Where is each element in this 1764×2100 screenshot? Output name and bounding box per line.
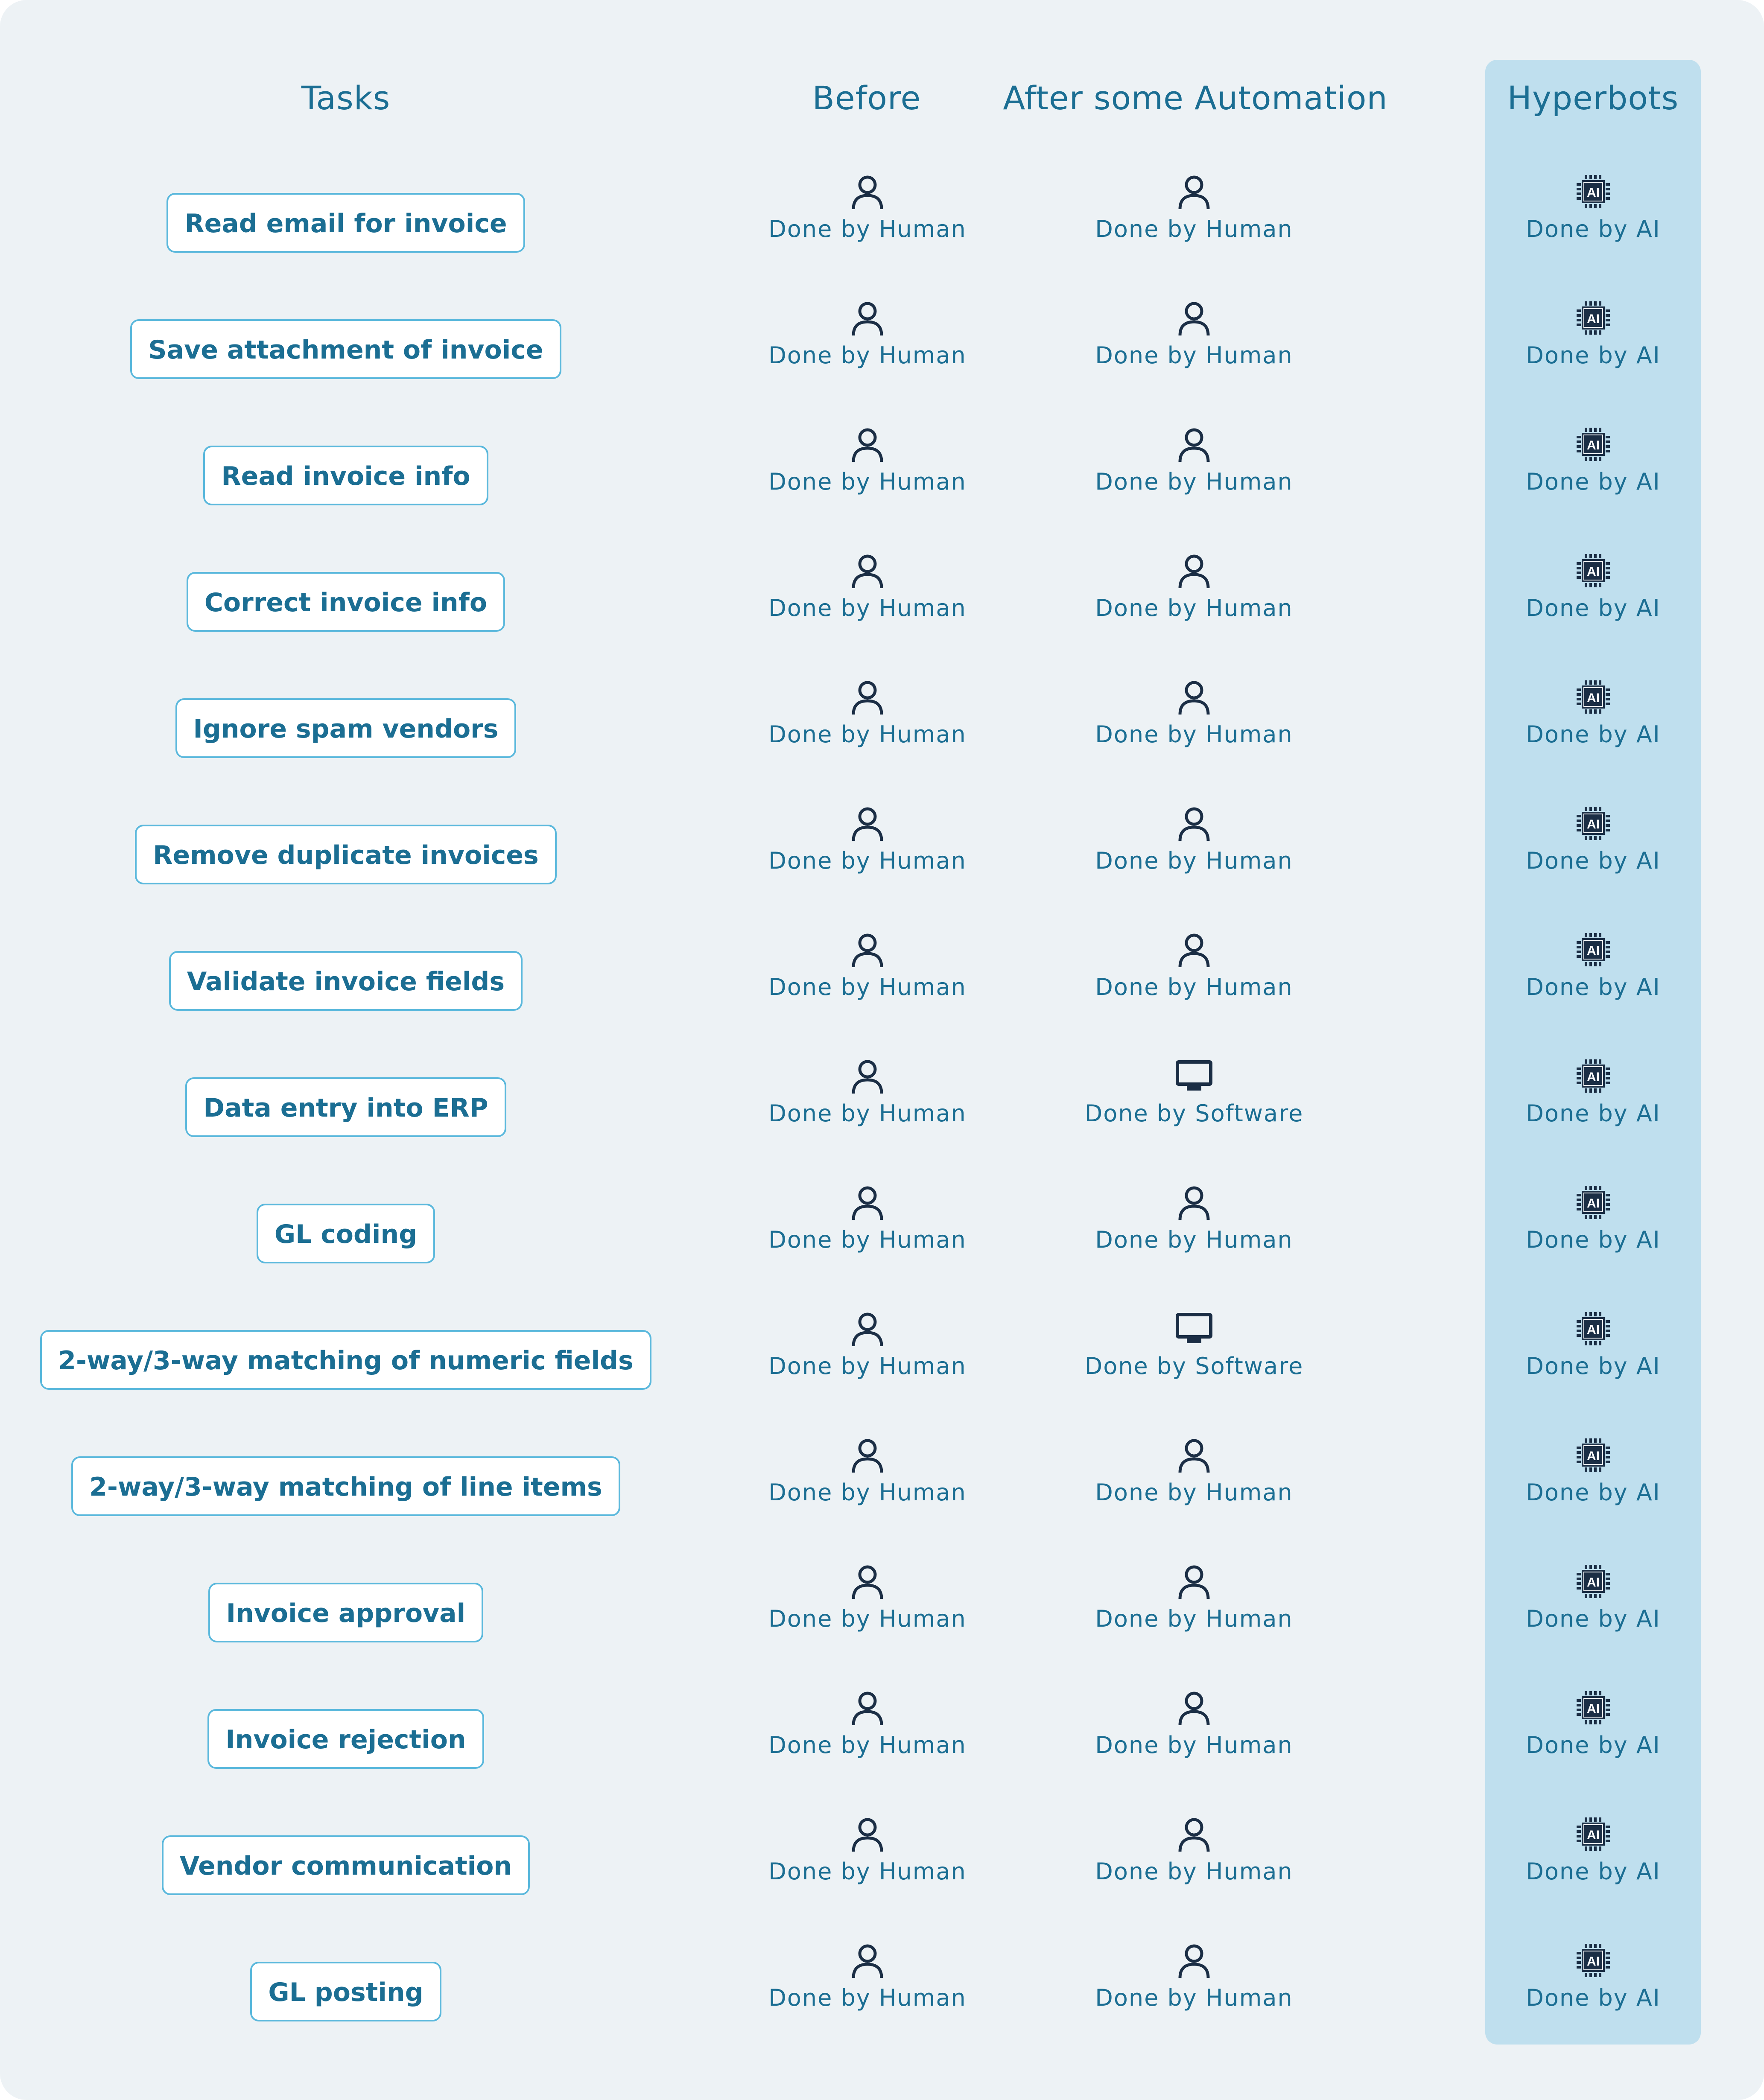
- person-icon: [848, 1689, 887, 1727]
- hyperbots-status-label: Done by AI: [1526, 1984, 1661, 2011]
- after-status-label: Done by Human: [1095, 1858, 1293, 1885]
- after-status-cell: [1002, 1676, 1386, 1802]
- after-status-cell: [1002, 539, 1386, 665]
- task-pill: Read invoice info: [203, 446, 488, 505]
- ai-chip-icon: [1574, 1941, 1612, 1980]
- svg-text:AI: AI: [1587, 1323, 1600, 1337]
- after-status-label: Done by Human: [1095, 342, 1293, 369]
- person-icon: [848, 678, 887, 716]
- task-pill: Vendor communication: [162, 1835, 530, 1895]
- ai-chip-icon: [1574, 1183, 1612, 1222]
- person-icon: [1175, 1562, 1213, 1601]
- task-row: [0, 412, 1764, 539]
- task-row: [0, 539, 1764, 665]
- after-status-cell: [1002, 1928, 1386, 2055]
- task-row: [0, 1549, 1764, 1676]
- before-status-label: Done by Human: [768, 721, 967, 748]
- after-status-cell: [1002, 791, 1386, 918]
- before-status-label: Done by Human: [768, 216, 967, 242]
- hyperbots-status-label: Done by AI: [1526, 1353, 1661, 1380]
- svg-text:AI: AI: [1587, 691, 1600, 705]
- svg-text:AI: AI: [1587, 817, 1600, 831]
- ai-chip-icon: [1574, 1689, 1612, 1727]
- after-status-label: Done by Human: [1095, 468, 1293, 495]
- after-status-label: Done by Human: [1095, 1226, 1293, 1253]
- hyperbots-status-label: Done by AI: [1526, 1479, 1661, 1506]
- hyperbots-status-label: Done by AI: [1526, 1732, 1661, 1759]
- ai-chip-icon: [1574, 1562, 1612, 1601]
- person-icon: [1175, 551, 1213, 590]
- task-cell: [47, 1928, 645, 2055]
- hyperbots-status-label: Done by AI: [1526, 595, 1661, 621]
- header-after-some-automation: After some Automation: [1003, 79, 1388, 117]
- svg-text:AI: AI: [1587, 1954, 1600, 1969]
- hyperbots-status-label: Done by AI: [1526, 1858, 1661, 1885]
- task-pill: Save attachment of invoice: [130, 319, 561, 379]
- person-icon: [848, 1941, 887, 1980]
- before-status-label: Done by Human: [768, 1353, 967, 1380]
- task-pill: 2-way/3-way matching of line items: [71, 1456, 620, 1516]
- header-tasks: Tasks: [301, 79, 391, 117]
- person-icon: [1175, 299, 1213, 337]
- hyperbots-status-label: Done by AI: [1526, 974, 1661, 1000]
- header-hyperbots: Hyperbots: [1507, 79, 1679, 117]
- hyperbots-status-cell: [1401, 412, 1764, 539]
- person-icon: [848, 1436, 887, 1474]
- task-cell: [47, 918, 645, 1044]
- after-status-cell: [1002, 1297, 1386, 1423]
- after-status-cell: [1002, 286, 1386, 412]
- person-icon: [848, 930, 887, 969]
- hyperbots-status-label: Done by AI: [1526, 216, 1661, 242]
- svg-text:AI: AI: [1587, 1449, 1600, 1463]
- task-pill: 2-way/3-way matching of numeric fields: [40, 1330, 651, 1390]
- before-status-label: Done by Human: [768, 1605, 967, 1632]
- task-cell: [47, 1676, 645, 1802]
- after-status-label: Done by Human: [1095, 974, 1293, 1000]
- hyperbots-status-cell: [1401, 1928, 1764, 2055]
- task-cell: [47, 1802, 645, 1928]
- task-cell: [47, 412, 645, 539]
- after-status-cell: [1002, 1549, 1386, 1676]
- task-cell: [47, 539, 645, 665]
- task-pill: Ignore spam vendors: [175, 698, 517, 758]
- svg-text:AI: AI: [1587, 1575, 1600, 1590]
- hyperbots-status-cell: [1401, 791, 1764, 918]
- after-status-cell: [1002, 918, 1386, 1044]
- after-status-cell: [1002, 160, 1386, 286]
- after-status-cell: [1002, 1170, 1386, 1297]
- task-row: [0, 1044, 1764, 1170]
- before-status-label: Done by Human: [768, 468, 967, 495]
- ai-chip-icon: [1574, 930, 1612, 969]
- person-icon: [1175, 172, 1213, 211]
- before-status-label: Done by Human: [768, 1479, 967, 1506]
- task-row: [0, 286, 1764, 412]
- task-row: [0, 1802, 1764, 1928]
- task-row: [0, 665, 1764, 791]
- task-row: [0, 791, 1764, 918]
- person-icon: [1175, 1183, 1213, 1222]
- person-icon: [848, 1815, 887, 1853]
- ai-chip-icon: [1574, 299, 1612, 337]
- hyperbots-status-label: Done by AI: [1526, 1226, 1661, 1253]
- task-pill: GL posting: [250, 1962, 441, 2021]
- svg-text:AI: AI: [1587, 1828, 1600, 1842]
- ai-chip-icon: [1574, 678, 1612, 716]
- task-cell: [47, 1549, 645, 1676]
- hyperbots-status-cell: [1401, 918, 1764, 1044]
- task-pill: Invoice approval: [208, 1583, 483, 1642]
- person-icon: [1175, 804, 1213, 843]
- svg-text:AI: AI: [1587, 1196, 1600, 1210]
- task-cell: [47, 286, 645, 412]
- ai-chip-icon: [1574, 551, 1612, 590]
- svg-text:AI: AI: [1587, 186, 1600, 200]
- task-cell: [47, 791, 645, 918]
- before-status-label: Done by Human: [768, 1100, 967, 1127]
- person-icon: [1175, 425, 1213, 464]
- task-row: [0, 160, 1764, 286]
- task-cell: [47, 1423, 645, 1549]
- hyperbots-status-cell: [1401, 1549, 1764, 1676]
- person-icon: [1175, 1815, 1213, 1853]
- hyperbots-status-cell: [1401, 1802, 1764, 1928]
- person-icon: [848, 551, 887, 590]
- ai-chip-icon: [1574, 1057, 1612, 1095]
- after-status-cell: [1002, 412, 1386, 539]
- after-status-label: Done by Human: [1095, 1984, 1293, 2011]
- monitor-icon: [1175, 1310, 1213, 1348]
- before-status-label: Done by Human: [768, 342, 967, 369]
- before-status-label: Done by Human: [768, 1732, 967, 1759]
- person-icon: [848, 1183, 887, 1222]
- after-status-cell: [1002, 1802, 1386, 1928]
- before-status-label: Done by Human: [768, 974, 967, 1000]
- svg-text:AI: AI: [1587, 312, 1600, 326]
- ai-chip-icon: [1574, 1815, 1612, 1853]
- after-status-label: Done by Human: [1095, 1732, 1293, 1759]
- hyperbots-status-label: Done by AI: [1526, 1100, 1661, 1127]
- ai-chip-icon: [1574, 804, 1612, 843]
- hyperbots-status-cell: [1401, 160, 1764, 286]
- task-pill: Invoice rejection: [207, 1709, 484, 1769]
- hyperbots-status-cell: [1401, 1297, 1764, 1423]
- task-row: [0, 918, 1764, 1044]
- person-icon: [848, 172, 887, 211]
- task-pill: Remove duplicate invoices: [135, 825, 557, 884]
- task-row: [0, 1170, 1764, 1297]
- hyperbots-status-cell: [1401, 539, 1764, 665]
- before-status-label: Done by Human: [768, 1984, 967, 2011]
- before-status-label: Done by Human: [768, 595, 967, 621]
- hyperbots-status-label: Done by AI: [1526, 721, 1661, 748]
- svg-text:AI: AI: [1587, 565, 1600, 579]
- after-status-label: Done by Human: [1095, 216, 1293, 242]
- person-icon: [848, 804, 887, 843]
- header-before: Before: [812, 79, 921, 117]
- task-pill: GL coding: [257, 1204, 435, 1263]
- hyperbots-status-label: Done by AI: [1526, 468, 1661, 495]
- person-icon: [848, 1310, 887, 1348]
- task-cell: [47, 1297, 645, 1423]
- ai-chip-icon: [1574, 1310, 1612, 1348]
- hyperbots-status-label: Done by AI: [1526, 342, 1661, 369]
- hyperbots-status-cell: [1401, 1676, 1764, 1802]
- task-pill: Validate invoice fields: [169, 951, 523, 1011]
- hyperbots-status-cell: [1401, 286, 1764, 412]
- task-cell: [47, 1170, 645, 1297]
- after-status-cell: [1002, 1044, 1386, 1170]
- task-row: [0, 1297, 1764, 1423]
- task-row: [0, 1928, 1764, 2055]
- after-status-label: Done by Software: [1084, 1100, 1304, 1127]
- task-pill: Correct invoice info: [187, 572, 505, 632]
- svg-text:AI: AI: [1587, 438, 1600, 452]
- after-status-label: Done by Human: [1095, 1605, 1293, 1632]
- hyperbots-status-cell: [1401, 1423, 1764, 1549]
- after-status-label: Done by Human: [1095, 721, 1293, 748]
- person-icon: [1175, 930, 1213, 969]
- after-status-label: Done by Software: [1084, 1353, 1304, 1380]
- before-status-label: Done by Human: [768, 1858, 967, 1885]
- person-icon: [848, 299, 887, 337]
- hyperbots-status-label: Done by AI: [1526, 847, 1661, 874]
- ai-chip-icon: [1574, 425, 1612, 464]
- monitor-icon: [1175, 1057, 1213, 1095]
- task-cell: [47, 160, 645, 286]
- task-pill: Read email for invoice: [166, 193, 525, 253]
- person-icon: [1175, 678, 1213, 716]
- task-cell: [47, 1044, 645, 1170]
- person-icon: [1175, 1436, 1213, 1474]
- person-icon: [848, 1057, 887, 1095]
- svg-text:AI: AI: [1587, 944, 1600, 958]
- hyperbots-status-label: Done by AI: [1526, 1605, 1661, 1632]
- svg-text:AI: AI: [1587, 1702, 1600, 1716]
- ai-chip-icon: [1574, 1436, 1612, 1474]
- person-icon: [848, 425, 887, 464]
- task-row: [0, 1676, 1764, 1802]
- after-status-cell: [1002, 665, 1386, 791]
- after-status-label: Done by Human: [1095, 595, 1293, 621]
- before-status-label: Done by Human: [768, 847, 967, 874]
- hyperbots-status-cell: [1401, 1170, 1764, 1297]
- person-icon: [1175, 1689, 1213, 1727]
- ai-chip-icon: [1574, 172, 1612, 211]
- svg-text:AI: AI: [1587, 1070, 1600, 1084]
- after-status-label: Done by Human: [1095, 847, 1293, 874]
- after-status-label: Done by Human: [1095, 1479, 1293, 1506]
- after-status-cell: [1002, 1423, 1386, 1549]
- hyperbots-status-cell: [1401, 665, 1764, 791]
- person-icon: [848, 1562, 887, 1601]
- before-status-label: Done by Human: [768, 1226, 967, 1253]
- task-row: [0, 1423, 1764, 1549]
- task-pill: Data entry into ERP: [185, 1077, 506, 1137]
- person-icon: [1175, 1941, 1213, 1980]
- hyperbots-status-cell: [1401, 1044, 1764, 1170]
- task-cell: [47, 665, 645, 791]
